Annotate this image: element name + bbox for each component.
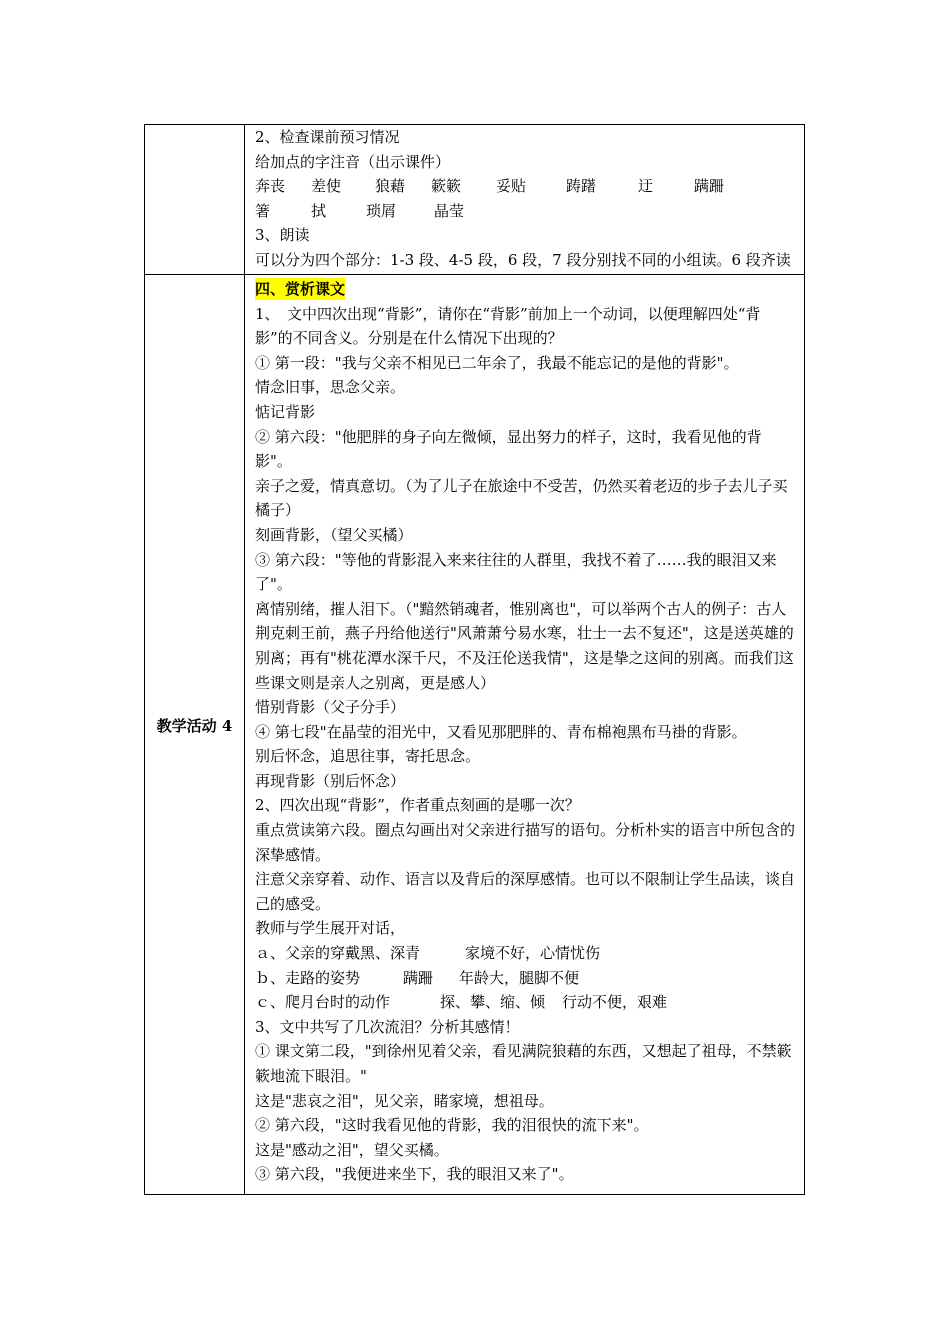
word: 差使	[311, 177, 342, 196]
lesson-plan-table	[144, 124, 805, 1195]
paragraph: 离情别绪，摧人泪下。（"黯然销魂者，惟别离也"，可以举两个古人的例子：古人荆克刺王前，燕子丹给他送行"风萧萧兮易水寒，壮士一去不复还"，这是送英雄的别离；再有"桃花潭水深千尺，不及汪伦送我情"，这是挚之这间的别离。而我们这些课文则是亲人之别离，更是感人）	[255, 599, 794, 692]
paragraph: ③ 第六段："等他的背影混入来来往往的人群里，我找不着了……我的眼泪又来了"。	[255, 550, 777, 594]
paragraph: 情念旧事，思念父亲。	[255, 378, 406, 397]
paragraph: 1、 文中四次出现“背影”，请你在“背影”前加上一个动词，以便理解四处“背影”的不同含义。分别是在什么情况下出现的？	[255, 304, 761, 348]
dialog-action: 蹒跚	[403, 968, 434, 987]
text-line: 2、检查课前预习情况	[255, 128, 400, 146]
text-line: 3、朗读	[255, 226, 310, 245]
dialog-item: ｃ、爬月台时的动作	[255, 993, 391, 1012]
word: 簌簌	[431, 177, 462, 196]
table-row-preview	[145, 125, 805, 275]
dialog-row-b	[255, 966, 798, 991]
word: 拭	[311, 201, 327, 220]
paragraph: 教师与学生展开对话，	[255, 919, 406, 938]
paragraph: 这是"悲哀之泪"，见父亲，睹家境，想祖母。	[255, 1091, 554, 1110]
content-cell-preview	[245, 125, 805, 275]
paragraph: 惦记背影	[255, 402, 316, 421]
paragraph: 别后怀念，追思往事，寄托思念。	[255, 747, 481, 766]
text-line: 可以分为四个部分：1-3 段、4-5 段，6 段，7 段分别找不同的小组读。6 段齐读	[255, 250, 791, 269]
paragraph: 重点赏读第六段。圈点勾画出对父亲进行描写的语句。分析朴实的语言中所包含的深挚感情。	[255, 821, 796, 864]
dialog-row-c	[255, 990, 798, 1015]
word: 妥贴	[496, 177, 527, 196]
pinyin-words-row-1	[255, 174, 798, 199]
paragraph: 惜别背影（父子分手）	[255, 698, 406, 717]
word: 狼藉	[375, 177, 406, 196]
dialog-row-a	[255, 941, 798, 966]
word: 箸	[255, 201, 271, 220]
paragraph: ① 课文第二段，"到徐州见着父亲，看见满院狼藉的东西，又想起了祖母，不禁簌簌地流下眼泪。"	[255, 1042, 792, 1085]
label-cell-empty	[145, 125, 245, 275]
paragraph: ③ 第六段，"我便进来坐下，我的眼泪又来了"。	[255, 1165, 574, 1184]
paragraph: 这是"感动之泪"，望父买橘。	[255, 1140, 449, 1159]
paragraph: 3、文中共写了几次流泪？分析其感情！	[255, 1017, 520, 1036]
word: 琐屑	[366, 201, 397, 220]
paragraph: 刻画背影，（望父买橘）	[255, 525, 413, 544]
dialog-item: ｂ、走路的姿势	[255, 968, 361, 987]
section-heading: 四、赏析课文	[255, 280, 346, 298]
paragraph: 亲子之爱，情真意切。（为了儿子在旅途中不受苦，仍然买着老迈的步子去儿子买橘子）	[255, 476, 788, 520]
word: 奔丧	[255, 177, 286, 196]
paragraph: ② 第六段，"这时我看见他的背影，我的泪很快的流下来"。	[255, 1116, 649, 1135]
paragraph: ① 第一段："我与父亲不相见已二年余了，我最不能忘记的是他的背影"。	[255, 353, 739, 372]
word: 踌躇	[566, 177, 597, 196]
word: 晶莹	[434, 201, 465, 220]
activity-label: 教学活动 4	[156, 717, 233, 735]
paragraph: ② 第六段："他肥胖的身子向左微倾，显出努力的样子，这时，我看见他的背影"。	[255, 427, 762, 471]
word: 蹒跚	[694, 177, 725, 196]
text-line: 给加点的字注音（出示课件）	[255, 152, 451, 171]
table-row-activity-4	[145, 275, 805, 1195]
paragraph: 注意父亲穿着、动作、语言以及背后的深厚感情。也可以不限制让学生品读，谈自己的感受。	[255, 870, 796, 913]
pinyin-words-row-2	[255, 199, 798, 224]
paragraph: 2、四次出现“背影”，作者重点刻画的是哪一次？	[255, 796, 580, 815]
word: 迂	[638, 177, 654, 196]
dialog-result: 年龄大，腿脚不便	[459, 968, 580, 987]
paragraph: 再现背影（别后怀念）	[255, 771, 406, 790]
paragraph: ④ 第七段"在晶莹的泪光中，又看见那肥胖的、青布棉袍黑布马褂的背影。	[255, 722, 747, 741]
dialog-result: 家境不好，心情忧伤	[465, 944, 601, 963]
dialog-action: 探、攀、缩、倾	[440, 993, 546, 1012]
content-cell-activity-4	[245, 275, 805, 1195]
dialog-item: ａ、父亲的穿戴黑、深青	[255, 944, 421, 963]
dialog-result: 行动不便，艰难	[562, 993, 668, 1012]
section-heading-wrap	[255, 275, 798, 302]
label-cell-activity-4	[145, 275, 245, 1195]
